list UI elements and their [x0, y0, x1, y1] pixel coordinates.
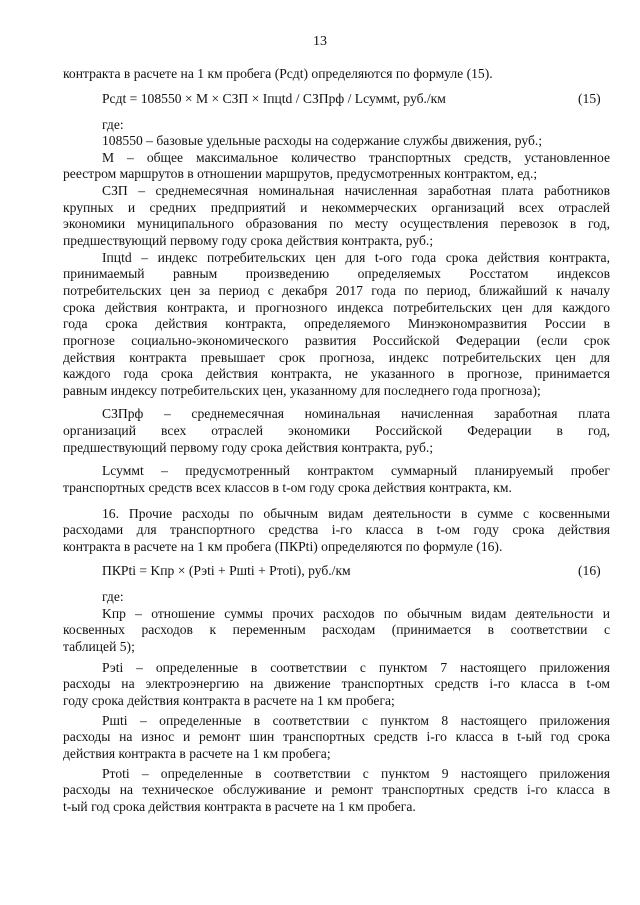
text-line: t-ый год срока действия контракта в расчете на 1 км пробега.: [63, 799, 416, 814]
text-line: Lсуммt – предусмотренный контрактом суммарный планируемый пробег: [102, 463, 610, 478]
formula-number: (15): [578, 91, 601, 106]
text-line: где:: [102, 589, 124, 604]
text-line: действия контракта превышает срок прогноза, индекс потребительских цен для: [63, 350, 610, 365]
text-line: году срока действия контракта в расчете на 1 км пробега;: [63, 693, 395, 708]
text-line: 16. Прочие расходы по обычным видам деятельности в сумме с косвенными: [102, 506, 610, 521]
text-line: действия контракта в расчете на 1 км пробега;: [63, 746, 331, 761]
text-line: транспортных средств всех классов в t-ом году срока действия контракта, км.: [63, 480, 512, 495]
formula-number: (16): [578, 563, 601, 578]
text-line: предшествующий первому году срока действия контракта, руб.;: [63, 233, 434, 248]
text-line: 108550 – базовые удельные расходы на содержание службы движения, руб.;: [102, 133, 543, 148]
text-line: где:: [102, 117, 124, 132]
text-line: года срока действия контракта, определяемого Минэкономразвития России в: [63, 316, 610, 331]
page-number: 13: [313, 34, 327, 49]
text-line: СЗП – среднемесячная номинальная начисленная заработная плата работников: [102, 183, 610, 198]
text-line: предшествующий первому году срока действия контракта, руб.;: [63, 440, 434, 455]
text-line: Рэti – определенные в соответствии с пунктом 7 настоящего приложения: [102, 660, 610, 675]
text-line: контракта в расчете на 1 км пробега (Pсдt) определяются по формуле (15).: [63, 66, 493, 81]
text-line: Ршti – определенные в соответствии с пунктом 8 настоящего приложения: [102, 713, 610, 728]
text-line: экономики муниципального образования по месту осуществления перевозок в год,: [63, 216, 610, 231]
text-line: крупных и средних предприятий и некоммерческих организаций всех отраслей: [63, 200, 610, 215]
text-line: расходами для транспортного средства i-го класса в t-ом году срока действия: [63, 522, 610, 537]
text-line: СЗПрф – среднемесячная номинальная начисленная заработная плата: [102, 406, 610, 421]
text-line: Iпцtd – индекс потребительских цен для t-ого года срока действия контракта,: [102, 250, 610, 265]
text-line: потребительских цен за период с декабря 2017 года по период, ближайший к началу: [63, 283, 610, 298]
text-line: организаций всех отраслей экономики Российской Федерации в год,: [63, 423, 610, 438]
text-line: равным индексу потребительских цен, указанному для последнего года прогноза);: [63, 383, 541, 398]
text-line: расходы на электроэнергию на движение транспортных средств i-го класса в t-ом: [63, 676, 610, 691]
text-line: Ртоti – определенные в соответствии с пунктом 9 настоящего приложения: [102, 766, 610, 781]
text-line: Kпр – отношение суммы прочих расходов по обычным видам деятельности и: [102, 606, 610, 621]
text-line: реестром маршрутов в отношении маршрутов, предусмотренных контрактом, ед.;: [63, 166, 538, 181]
text-line: косвенных расходов к переменным расходам (принимается в соответствии с: [63, 622, 610, 637]
text-line: М – общее максимальное количество транспортных средств, установленное: [102, 150, 610, 165]
text-line: ПКРti = Kпр × (Рэti + Ршti + Ртоti), руб./км: [102, 563, 351, 578]
text-line: расходы на износ и ремонт шин транспортных средств i-го класса в t-ый год срока: [63, 729, 610, 744]
text-line: каждого года срока действия контракта, не указанного в прогнозе, принимается: [63, 366, 610, 381]
text-line: таблицей 5);: [63, 639, 135, 654]
text-line: расходы на техническое обслуживание и ремонт транспортных средств i-го класса в: [63, 782, 610, 797]
text-line: Pсдt = 108550 × М × СЗП × Iпцtd / СЗПрф / Lсуммt, руб./км: [102, 91, 446, 106]
text-line: принимаемый равным произведению определяемых Росстатом индексов: [63, 266, 610, 281]
text-line: контракта в расчете на 1 км пробега (ПКРti) определяются по формуле (16).: [63, 539, 503, 554]
text-line: прогнозе социально-экономического развития Российской Федерации (если срок: [63, 333, 610, 348]
text-line: срока действия контракта, и прогнозного индекса потребительских цен для каждого: [63, 300, 610, 315]
